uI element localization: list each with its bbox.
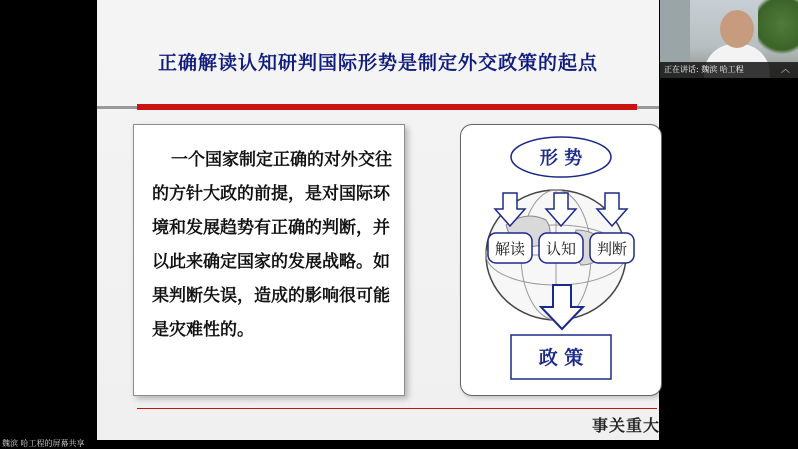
speaking-label: 正在讲话: 魏滨 哈工程 [664,65,744,74]
diagram-svg [461,125,661,395]
situation-label: 形 势 [539,148,583,169]
policy-label: 政 策 [538,347,584,369]
shared-slide [97,0,659,440]
text-box [133,124,405,396]
background-plant [758,0,798,60]
chevron-up-icon[interactable]: ︿ [780,65,790,75]
input-label-interpret: 解读 [494,240,526,258]
bottom-rule [137,408,657,409]
title-rule-red [137,104,637,110]
input-label-cognize: 认知 [545,240,577,258]
footer-text: 事关重大 [591,416,660,435]
speaker-head [720,10,754,48]
diagram-box [460,124,662,396]
input-label-judge: 判断 [596,240,628,258]
speaking-indicator [660,62,798,78]
screen-share-label: 魏滨 哈工程的屏幕共享 [2,439,85,448]
slide-title: 正确解读认知研判国际形势是制定外交政策的起点 [157,52,598,74]
body-text: 一个国家制定正确的对外交往的方针大政的前提，是对国际环境和发展趋势有正确的判断，并以此来确定国家的发展战略。如果判断失误，造成的影响很可能是灾难性的。 [152,150,392,340]
